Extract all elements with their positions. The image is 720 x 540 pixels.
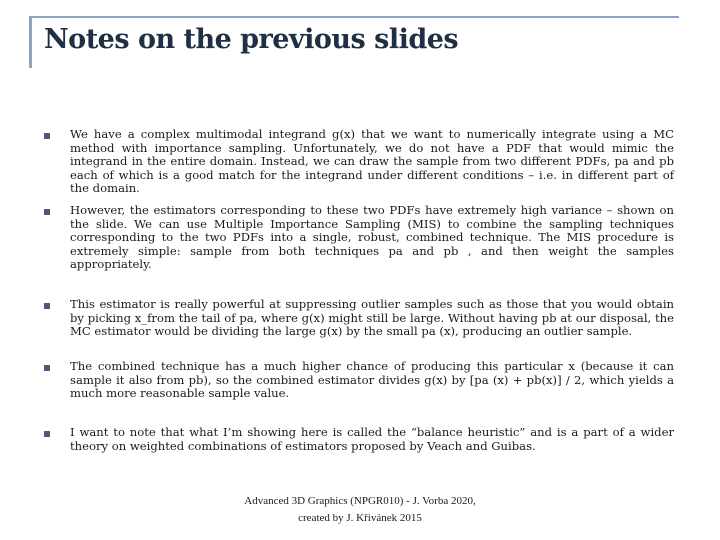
title-frame-top	[29, 16, 679, 18]
bullet-marker	[44, 303, 50, 309]
bullet-marker	[44, 133, 50, 139]
bullet-marker	[44, 431, 50, 437]
bullet-marker	[44, 209, 50, 215]
bullet-text: The combined technique has a much higher chance of producing this particular x (because it can sample it also from pb), so the combined estimator divides g(x) by [pa (x) + pb(x)] / 2, which yields a much more reasonable sample value.	[70, 359, 674, 401]
bullet-text: I want to note that what I’m showing here is called the “balance heuristic” and is a part of a wider theory on weighted combinations of estimators proposed by Veach and Guibas.	[70, 425, 674, 453]
slide-title: Notes on the previous slides	[44, 24, 459, 55]
bullet-text: This estimator is really powerful at suppressing outlier samples such as those that you would obtain by picking x_from the tail of pa, where g(x) might still be large. Without having pb at our disposal, the MC estimator would be dividing the large g(x) by the small pa (x), producing an outlier sample.	[70, 297, 674, 339]
slide-footer	[0, 493, 720, 527]
title-frame-left	[29, 18, 32, 68]
footer-course: Advanced 3D Graphics (NPGR010) - J. Vorba 2020,	[244, 495, 476, 507]
bullet-text: However, the estimators corresponding to these two PDFs have extremely high variance – shown on the slide. We can use Multiple Importance Sampling (MIS) to combine the sampling techniques corresponding to the two PDFs into a single, robust, combined technique. The MIS procedure is extremely simple: sample from both techniques pa and pb , and then weight the samples appropriately.	[70, 203, 674, 272]
bullet-text: We have a complex multimodal integrand g(x) that we want to numerically integrate using a MC method with importance sampling. Unfortunately, we do not have a PDF that would mimic the integrand in the entire domain. Instead, we can draw the sample from two different PDFs, pa and pb each of which is a good match for the integrand under different conditions – i.e. in different part of the domain.	[70, 127, 674, 196]
bullet-marker	[44, 365, 50, 371]
footer-credit: created by J. Křivánek 2015	[298, 512, 422, 524]
